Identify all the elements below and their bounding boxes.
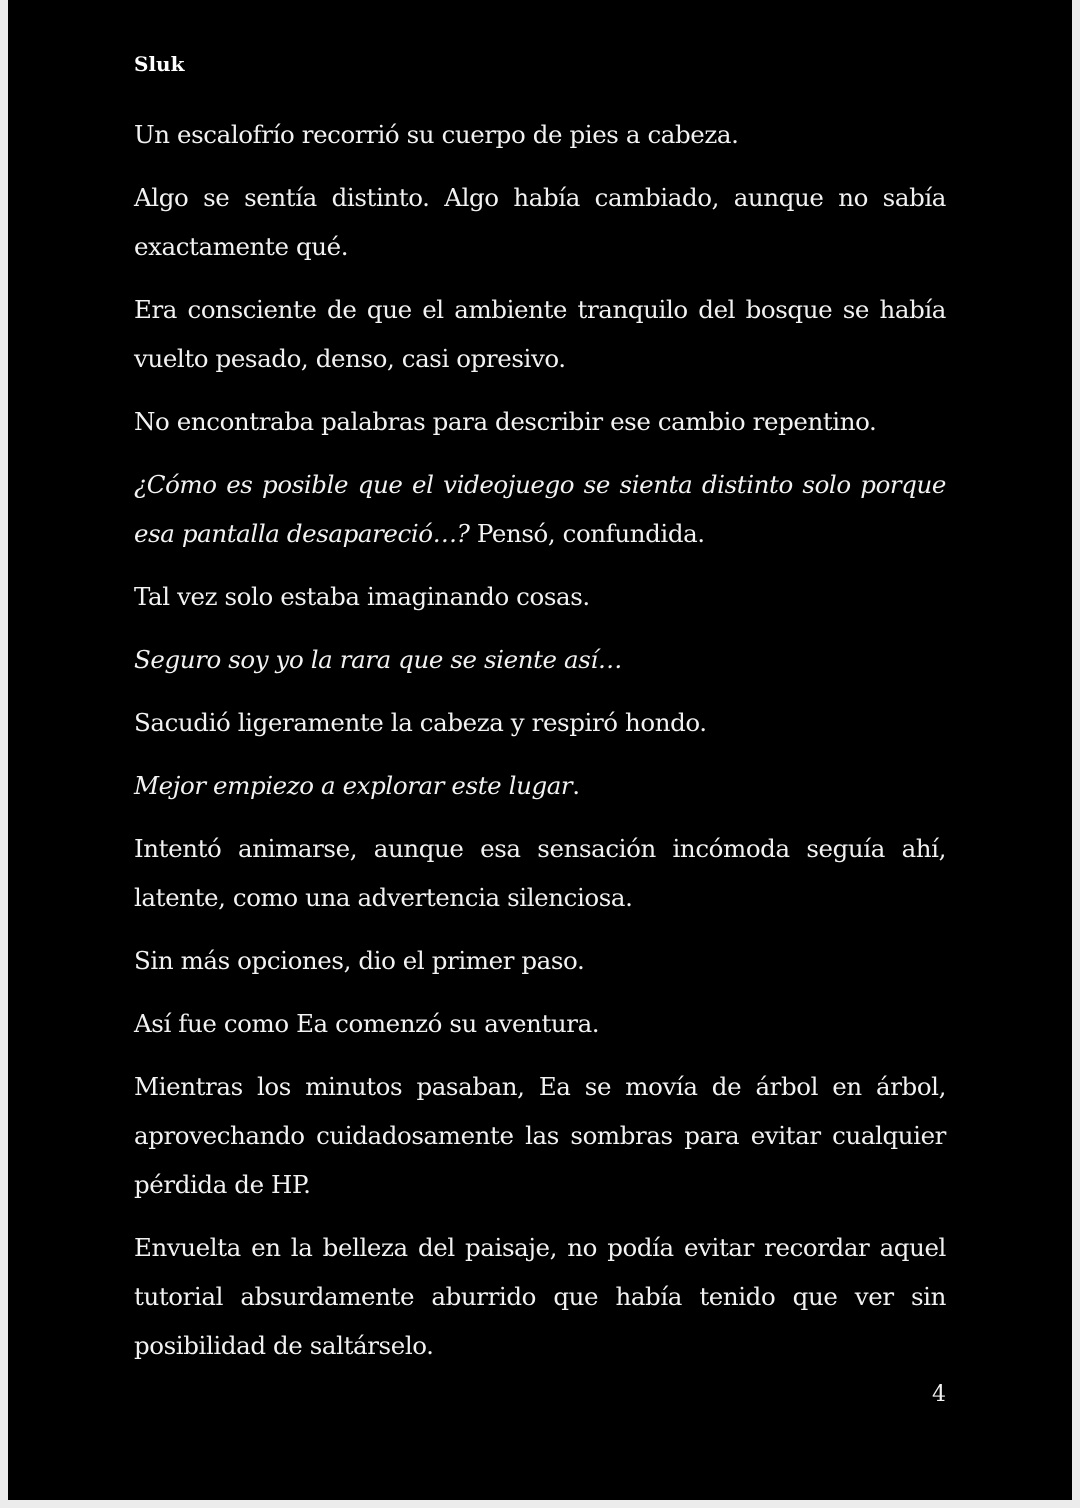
paragraph: Sacudió ligeramente la cabeza y respiró hondo. <box>134 708 707 737</box>
paragraph-text: . <box>572 771 580 800</box>
paragraph-text: Pensó, confundida. <box>469 519 705 548</box>
paragraph <box>134 761 946 810</box>
paragraph: Sin más opciones, dio el primer paso. <box>134 946 585 975</box>
paragraph: Así fue como Ea comenzó su aventura. <box>134 1009 600 1038</box>
body-text <box>134 110 946 1384</box>
italic-thought: Mejor empiezo a explorar este lugar <box>134 771 573 800</box>
paragraph: Mientras los minutos pasaban, Ea se movía de árbol en árbol, aprovechando cuidadosamente las sombras para evitar cualquier pérdida de HP. <box>134 1072 946 1199</box>
document-page <box>8 0 1072 1500</box>
paragraph: Intentó animarse, aunque esa sensación incómoda seguía ahí, latente, como una advertencia silenciosa. <box>134 834 946 912</box>
italic-thought: Seguro soy yo la rara que se siente así… <box>134 645 622 674</box>
paragraph: Tal vez solo estaba imaginando cosas. <box>134 582 590 611</box>
paragraph: Un escalofrío recorrió su cuerpo de pies a cabeza. <box>134 120 739 149</box>
paragraph: Era consciente de que el ambiente tranquilo del bosque se había vuelto pesado, denso, casi opresivo. <box>134 295 946 373</box>
italic-thought: ¿Cómo es posible que el videojuego se sienta distinto solo porque esa pantalla desapareció…? <box>134 470 946 548</box>
paragraph <box>134 460 946 558</box>
running-header-author: Sluk <box>134 52 185 76</box>
paragraph: Algo se sentía distinto. Algo había cambiado, aunque no sabía exactamente qué. <box>134 183 946 261</box>
paragraph: Envuelta en la belleza del paisaje, no podía evitar recordar aquel tutorial absurdamente aburrido que había tenido que ver sin posibilidad de saltárselo. <box>134 1233 946 1360</box>
page-number: 4 <box>932 1382 946 1407</box>
paragraph: No encontraba palabras para describir ese cambio repentino. <box>134 407 877 436</box>
